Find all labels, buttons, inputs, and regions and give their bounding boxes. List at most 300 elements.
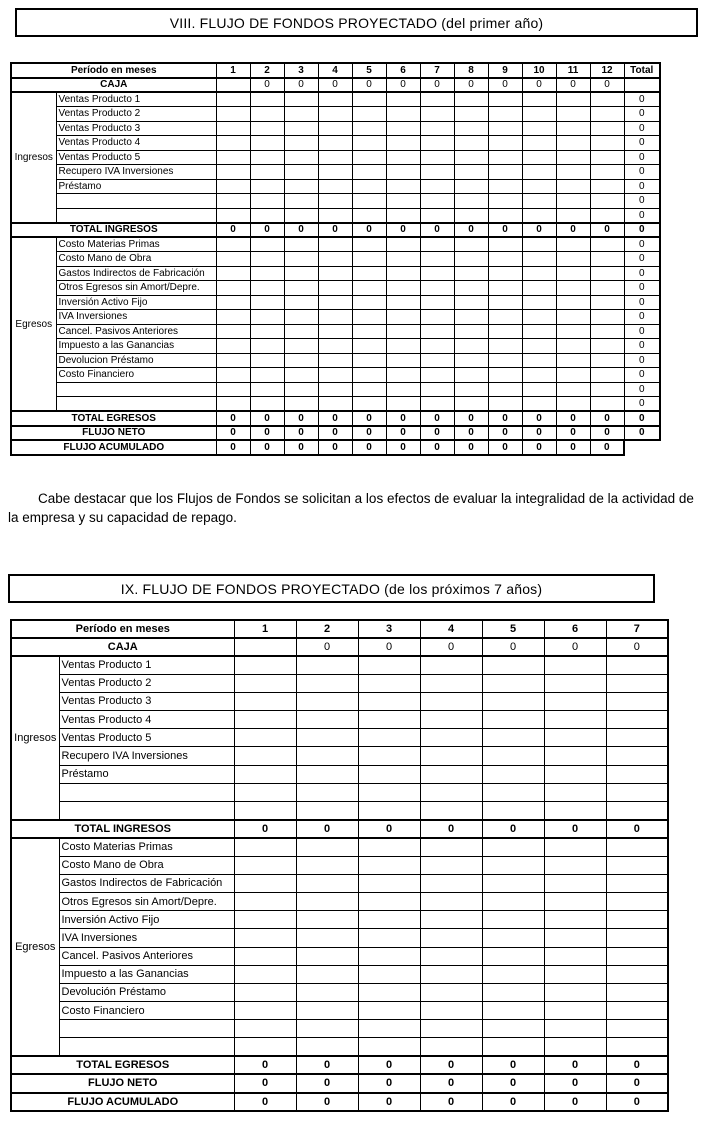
month-cell bbox=[420, 310, 454, 325]
month-cell bbox=[482, 765, 544, 783]
item-row bbox=[11, 339, 660, 354]
month-cell bbox=[590, 382, 624, 397]
month-cell bbox=[454, 107, 488, 122]
note-paragraph: Cabe destacar que los Flujos de Fondos se solicitan a los efectos de evaluar la integralidad de la actividad de la empresa y su capacidad de repago. bbox=[8, 490, 694, 526]
month-cell bbox=[234, 856, 296, 874]
month-cell bbox=[296, 711, 358, 729]
month-cell bbox=[284, 179, 318, 194]
month-cell bbox=[590, 237, 624, 252]
row-total: 0 bbox=[624, 194, 660, 209]
caja-total bbox=[624, 78, 660, 93]
item-row bbox=[11, 965, 668, 983]
month-cell bbox=[454, 353, 488, 368]
caja-value: 0 bbox=[482, 638, 544, 656]
month-cell bbox=[352, 165, 386, 180]
month-cell bbox=[454, 150, 488, 165]
row-label: Ventas Producto 2 bbox=[56, 107, 216, 122]
period-header: Período en meses bbox=[11, 620, 234, 638]
month-cell bbox=[556, 339, 590, 354]
item-row bbox=[11, 765, 668, 783]
month-cell bbox=[488, 194, 522, 209]
month-cell bbox=[386, 324, 420, 339]
month-cell bbox=[234, 765, 296, 783]
month-cell bbox=[420, 295, 454, 310]
month-cell bbox=[216, 121, 250, 136]
month-cell bbox=[352, 353, 386, 368]
month-cell bbox=[522, 136, 556, 151]
month-cell bbox=[420, 324, 454, 339]
summary-value: 0 bbox=[284, 426, 318, 441]
item-row bbox=[11, 252, 660, 267]
month-cell bbox=[386, 397, 420, 412]
month-cell bbox=[556, 353, 590, 368]
month-cell bbox=[606, 929, 668, 947]
col-header: 11 bbox=[556, 63, 590, 78]
month-cell bbox=[284, 107, 318, 122]
month-cell bbox=[482, 674, 544, 692]
item-row bbox=[11, 237, 660, 252]
row-label: Inversión Activo Fijo bbox=[56, 295, 216, 310]
month-cell bbox=[216, 165, 250, 180]
item-row bbox=[11, 208, 660, 223]
item-row bbox=[11, 179, 660, 194]
month-cell bbox=[454, 208, 488, 223]
month-cell bbox=[216, 382, 250, 397]
section-viii-title: VIII. FLUJO DE FONDOS PROYECTADO (del primer año) bbox=[169, 15, 544, 31]
month-cell bbox=[522, 324, 556, 339]
month-cell bbox=[386, 382, 420, 397]
month-cell bbox=[296, 802, 358, 820]
month-cell bbox=[590, 310, 624, 325]
month-cell bbox=[352, 136, 386, 151]
row-label bbox=[59, 783, 234, 801]
row-label: Ventas Producto 2 bbox=[59, 674, 234, 692]
month-cell bbox=[488, 179, 522, 194]
month-cell bbox=[216, 397, 250, 412]
month-cell bbox=[488, 92, 522, 107]
month-cell bbox=[420, 874, 482, 892]
row-label: Ventas Producto 3 bbox=[59, 692, 234, 710]
summary-value: 0 bbox=[318, 223, 352, 238]
summary-row bbox=[11, 426, 660, 441]
summary-label: FLUJO NETO bbox=[11, 426, 216, 441]
month-cell bbox=[296, 856, 358, 874]
month-cell bbox=[358, 1002, 420, 1020]
month-cell bbox=[488, 107, 522, 122]
month-cell bbox=[488, 266, 522, 281]
month-cell bbox=[556, 237, 590, 252]
summary-value: 0 bbox=[556, 223, 590, 238]
month-cell bbox=[234, 874, 296, 892]
month-cell bbox=[284, 150, 318, 165]
month-cell bbox=[250, 150, 284, 165]
month-cell bbox=[234, 692, 296, 710]
month-cell bbox=[386, 136, 420, 151]
item-row bbox=[11, 150, 660, 165]
month-cell bbox=[482, 911, 544, 929]
caja-value bbox=[216, 78, 250, 93]
month-cell bbox=[386, 295, 420, 310]
row-label: IVA Inversiones bbox=[56, 310, 216, 325]
month-cell bbox=[590, 324, 624, 339]
month-cell bbox=[590, 208, 624, 223]
month-cell bbox=[216, 179, 250, 194]
month-cell bbox=[318, 165, 352, 180]
month-cell bbox=[318, 353, 352, 368]
month-cell bbox=[590, 165, 624, 180]
month-cell bbox=[482, 892, 544, 910]
month-cell bbox=[250, 136, 284, 151]
month-cell bbox=[544, 874, 606, 892]
month-cell bbox=[318, 136, 352, 151]
month-cell bbox=[250, 353, 284, 368]
month-cell bbox=[454, 165, 488, 180]
caja-label: CAJA bbox=[11, 638, 234, 656]
month-cell bbox=[544, 1038, 606, 1056]
month-cell bbox=[482, 947, 544, 965]
summary-value: 0 bbox=[352, 440, 386, 455]
caja-value: 0 bbox=[318, 78, 352, 93]
group-label: Ingresos bbox=[11, 656, 59, 820]
summary-value: 0 bbox=[590, 440, 624, 455]
month-cell bbox=[420, 674, 482, 692]
summary-label: TOTAL EGRESOS bbox=[11, 411, 216, 426]
cash-flow-table-7-years bbox=[10, 619, 669, 1112]
row-label: Costo Financiero bbox=[59, 1002, 234, 1020]
month-cell bbox=[216, 368, 250, 383]
month-cell bbox=[358, 911, 420, 929]
row-total: 0 bbox=[624, 295, 660, 310]
month-cell bbox=[352, 92, 386, 107]
item-row bbox=[11, 856, 668, 874]
month-cell bbox=[352, 107, 386, 122]
month-cell bbox=[420, 929, 482, 947]
month-cell bbox=[488, 382, 522, 397]
row-label: Ventas Producto 5 bbox=[56, 150, 216, 165]
summary-value: 0 bbox=[284, 440, 318, 455]
item-row bbox=[11, 165, 660, 180]
summary-value: 0 bbox=[488, 426, 522, 441]
month-cell bbox=[420, 783, 482, 801]
summary-value: 0 bbox=[420, 223, 454, 238]
col-header: 1 bbox=[216, 63, 250, 78]
month-cell bbox=[482, 656, 544, 674]
row-label: Recupero IVA Inversiones bbox=[56, 165, 216, 180]
month-cell bbox=[420, 747, 482, 765]
month-cell bbox=[606, 1020, 668, 1038]
month-cell bbox=[234, 747, 296, 765]
row-label: Costo Materias Primas bbox=[59, 838, 234, 856]
month-cell bbox=[420, 339, 454, 354]
month-cell bbox=[488, 150, 522, 165]
col-header: 4 bbox=[420, 620, 482, 638]
summary-value: 0 bbox=[488, 411, 522, 426]
month-cell bbox=[284, 382, 318, 397]
summary-row bbox=[11, 820, 668, 838]
month-cell bbox=[358, 929, 420, 947]
month-cell bbox=[318, 295, 352, 310]
month-cell bbox=[296, 874, 358, 892]
item-row bbox=[11, 892, 668, 910]
summary-value: 0 bbox=[590, 411, 624, 426]
month-cell bbox=[296, 838, 358, 856]
month-cell bbox=[284, 397, 318, 412]
caja-value: 0 bbox=[488, 78, 522, 93]
month-cell bbox=[488, 368, 522, 383]
month-cell bbox=[386, 121, 420, 136]
month-cell bbox=[318, 324, 352, 339]
month-cell bbox=[386, 237, 420, 252]
item-row bbox=[11, 929, 668, 947]
row-label bbox=[59, 1038, 234, 1056]
month-cell bbox=[352, 194, 386, 209]
month-cell bbox=[522, 339, 556, 354]
item-row bbox=[11, 1002, 668, 1020]
summary-value: 0 bbox=[544, 1056, 606, 1074]
caja-value: 0 bbox=[284, 78, 318, 93]
month-cell bbox=[358, 729, 420, 747]
row-label: Otros Egresos sin Amort/Depre. bbox=[59, 892, 234, 910]
group-label: Ingresos bbox=[11, 92, 56, 223]
month-cell bbox=[284, 136, 318, 151]
item-row bbox=[11, 92, 660, 107]
month-cell bbox=[250, 237, 284, 252]
month-cell bbox=[420, 765, 482, 783]
caja-value: 0 bbox=[420, 78, 454, 93]
month-cell bbox=[284, 339, 318, 354]
month-cell bbox=[556, 92, 590, 107]
month-cell bbox=[522, 179, 556, 194]
summary-value: 0 bbox=[420, 426, 454, 441]
row-label: Cancel. Pasivos Anteriores bbox=[56, 324, 216, 339]
month-cell bbox=[386, 208, 420, 223]
month-cell bbox=[358, 983, 420, 1001]
month-cell bbox=[544, 838, 606, 856]
month-cell bbox=[522, 252, 556, 267]
row-label: Cancel. Pasivos Anteriores bbox=[59, 947, 234, 965]
month-cell bbox=[358, 656, 420, 674]
summary-row bbox=[11, 1074, 668, 1092]
item-row bbox=[11, 747, 668, 765]
month-cell bbox=[386, 107, 420, 122]
month-cell bbox=[522, 237, 556, 252]
month-cell bbox=[544, 729, 606, 747]
month-cell bbox=[250, 324, 284, 339]
caja-value: 0 bbox=[454, 78, 488, 93]
summary-value: 0 bbox=[590, 426, 624, 441]
month-cell bbox=[352, 266, 386, 281]
item-row bbox=[11, 310, 660, 325]
summary-value: 0 bbox=[352, 411, 386, 426]
month-cell bbox=[488, 237, 522, 252]
month-cell bbox=[234, 711, 296, 729]
month-cell bbox=[544, 692, 606, 710]
month-cell bbox=[590, 368, 624, 383]
month-cell bbox=[420, 353, 454, 368]
month-cell bbox=[358, 765, 420, 783]
month-cell bbox=[234, 911, 296, 929]
row-total: 0 bbox=[624, 179, 660, 194]
month-cell bbox=[216, 92, 250, 107]
caja-value bbox=[234, 638, 296, 656]
month-cell bbox=[556, 252, 590, 267]
item-row bbox=[11, 368, 660, 383]
month-cell bbox=[606, 892, 668, 910]
month-cell bbox=[234, 783, 296, 801]
month-cell bbox=[606, 711, 668, 729]
month-cell bbox=[454, 194, 488, 209]
month-cell bbox=[488, 339, 522, 354]
month-cell bbox=[544, 802, 606, 820]
month-cell bbox=[556, 136, 590, 151]
month-cell bbox=[482, 729, 544, 747]
month-cell bbox=[250, 295, 284, 310]
month-cell bbox=[234, 983, 296, 1001]
row-label: IVA Inversiones bbox=[59, 929, 234, 947]
item-row bbox=[11, 136, 660, 151]
month-cell bbox=[386, 310, 420, 325]
row-total: 0 bbox=[624, 353, 660, 368]
month-cell bbox=[352, 252, 386, 267]
summary-value: 0 bbox=[216, 440, 250, 455]
month-cell bbox=[250, 339, 284, 354]
month-cell bbox=[454, 397, 488, 412]
col-header: 2 bbox=[250, 63, 284, 78]
month-cell bbox=[544, 747, 606, 765]
month-cell bbox=[386, 252, 420, 267]
month-cell bbox=[234, 802, 296, 820]
month-cell bbox=[352, 150, 386, 165]
month-cell bbox=[606, 856, 668, 874]
caja-value: 0 bbox=[358, 638, 420, 656]
caja-value: 0 bbox=[296, 638, 358, 656]
summary-value: 0 bbox=[482, 820, 544, 838]
month-cell bbox=[420, 136, 454, 151]
month-cell bbox=[420, 194, 454, 209]
month-cell bbox=[250, 397, 284, 412]
month-cell bbox=[606, 729, 668, 747]
summary-value: 0 bbox=[544, 820, 606, 838]
summary-value: 0 bbox=[234, 1074, 296, 1092]
row-total: 0 bbox=[624, 208, 660, 223]
month-cell bbox=[482, 929, 544, 947]
month-cell bbox=[296, 983, 358, 1001]
month-cell bbox=[488, 281, 522, 296]
month-cell bbox=[420, 237, 454, 252]
month-cell bbox=[358, 892, 420, 910]
month-cell bbox=[296, 783, 358, 801]
summary-value: 0 bbox=[606, 820, 668, 838]
summary-value: 0 bbox=[358, 1074, 420, 1092]
row-label: Otros Egresos sin Amort/Depre. bbox=[56, 281, 216, 296]
month-cell bbox=[284, 295, 318, 310]
month-cell bbox=[482, 711, 544, 729]
month-cell bbox=[482, 965, 544, 983]
month-cell bbox=[590, 295, 624, 310]
month-cell bbox=[420, 729, 482, 747]
row-total: 0 bbox=[624, 324, 660, 339]
item-row bbox=[11, 1038, 668, 1056]
col-header: 3 bbox=[358, 620, 420, 638]
summary-value: 0 bbox=[216, 426, 250, 441]
month-cell bbox=[488, 136, 522, 151]
month-cell bbox=[296, 911, 358, 929]
summary-value: 0 bbox=[420, 440, 454, 455]
month-cell bbox=[420, 656, 482, 674]
summary-value: 0 bbox=[284, 411, 318, 426]
month-cell bbox=[482, 838, 544, 856]
month-cell bbox=[234, 1038, 296, 1056]
summary-value: 0 bbox=[216, 411, 250, 426]
month-cell bbox=[284, 194, 318, 209]
cash-flow-table-first-year bbox=[10, 62, 661, 456]
col-header: 1 bbox=[234, 620, 296, 638]
month-cell bbox=[544, 1020, 606, 1038]
month-cell bbox=[488, 165, 522, 180]
month-cell bbox=[358, 965, 420, 983]
month-cell bbox=[216, 324, 250, 339]
summary-value: 0 bbox=[454, 440, 488, 455]
month-cell bbox=[420, 1020, 482, 1038]
month-cell bbox=[318, 397, 352, 412]
row-total: 0 bbox=[624, 339, 660, 354]
month-cell bbox=[296, 674, 358, 692]
summary-value: 0 bbox=[420, 411, 454, 426]
month-cell bbox=[216, 107, 250, 122]
summary-value: 0 bbox=[318, 426, 352, 441]
month-cell bbox=[250, 281, 284, 296]
month-cell bbox=[606, 765, 668, 783]
month-cell bbox=[556, 295, 590, 310]
month-cell bbox=[296, 692, 358, 710]
summary-value: 0 bbox=[386, 440, 420, 455]
item-row bbox=[11, 692, 668, 710]
month-cell bbox=[420, 150, 454, 165]
month-cell bbox=[318, 107, 352, 122]
summary-value: 0 bbox=[556, 440, 590, 455]
month-cell bbox=[386, 194, 420, 209]
row-total: 0 bbox=[624, 165, 660, 180]
row-label: Inversión Activo Fijo bbox=[59, 911, 234, 929]
month-cell bbox=[250, 107, 284, 122]
month-cell bbox=[590, 281, 624, 296]
month-cell bbox=[216, 339, 250, 354]
month-cell bbox=[386, 353, 420, 368]
month-cell bbox=[556, 382, 590, 397]
month-cell bbox=[284, 92, 318, 107]
month-cell bbox=[522, 295, 556, 310]
row-label: Gastos Indirectos de Fabricación bbox=[59, 874, 234, 892]
month-cell bbox=[606, 1038, 668, 1056]
month-cell bbox=[420, 382, 454, 397]
summary-value: 0 bbox=[386, 411, 420, 426]
month-cell bbox=[454, 382, 488, 397]
month-cell bbox=[420, 92, 454, 107]
col-header: 2 bbox=[296, 620, 358, 638]
month-cell bbox=[216, 310, 250, 325]
row-label: Recupero IVA Inversiones bbox=[59, 747, 234, 765]
month-cell bbox=[216, 295, 250, 310]
month-cell bbox=[590, 92, 624, 107]
month-cell bbox=[358, 838, 420, 856]
summary-value: 0 bbox=[318, 411, 352, 426]
month-cell bbox=[250, 194, 284, 209]
month-cell bbox=[420, 1038, 482, 1056]
summary-value: 0 bbox=[358, 820, 420, 838]
col-header: 3 bbox=[284, 63, 318, 78]
month-cell bbox=[544, 674, 606, 692]
month-cell bbox=[386, 266, 420, 281]
